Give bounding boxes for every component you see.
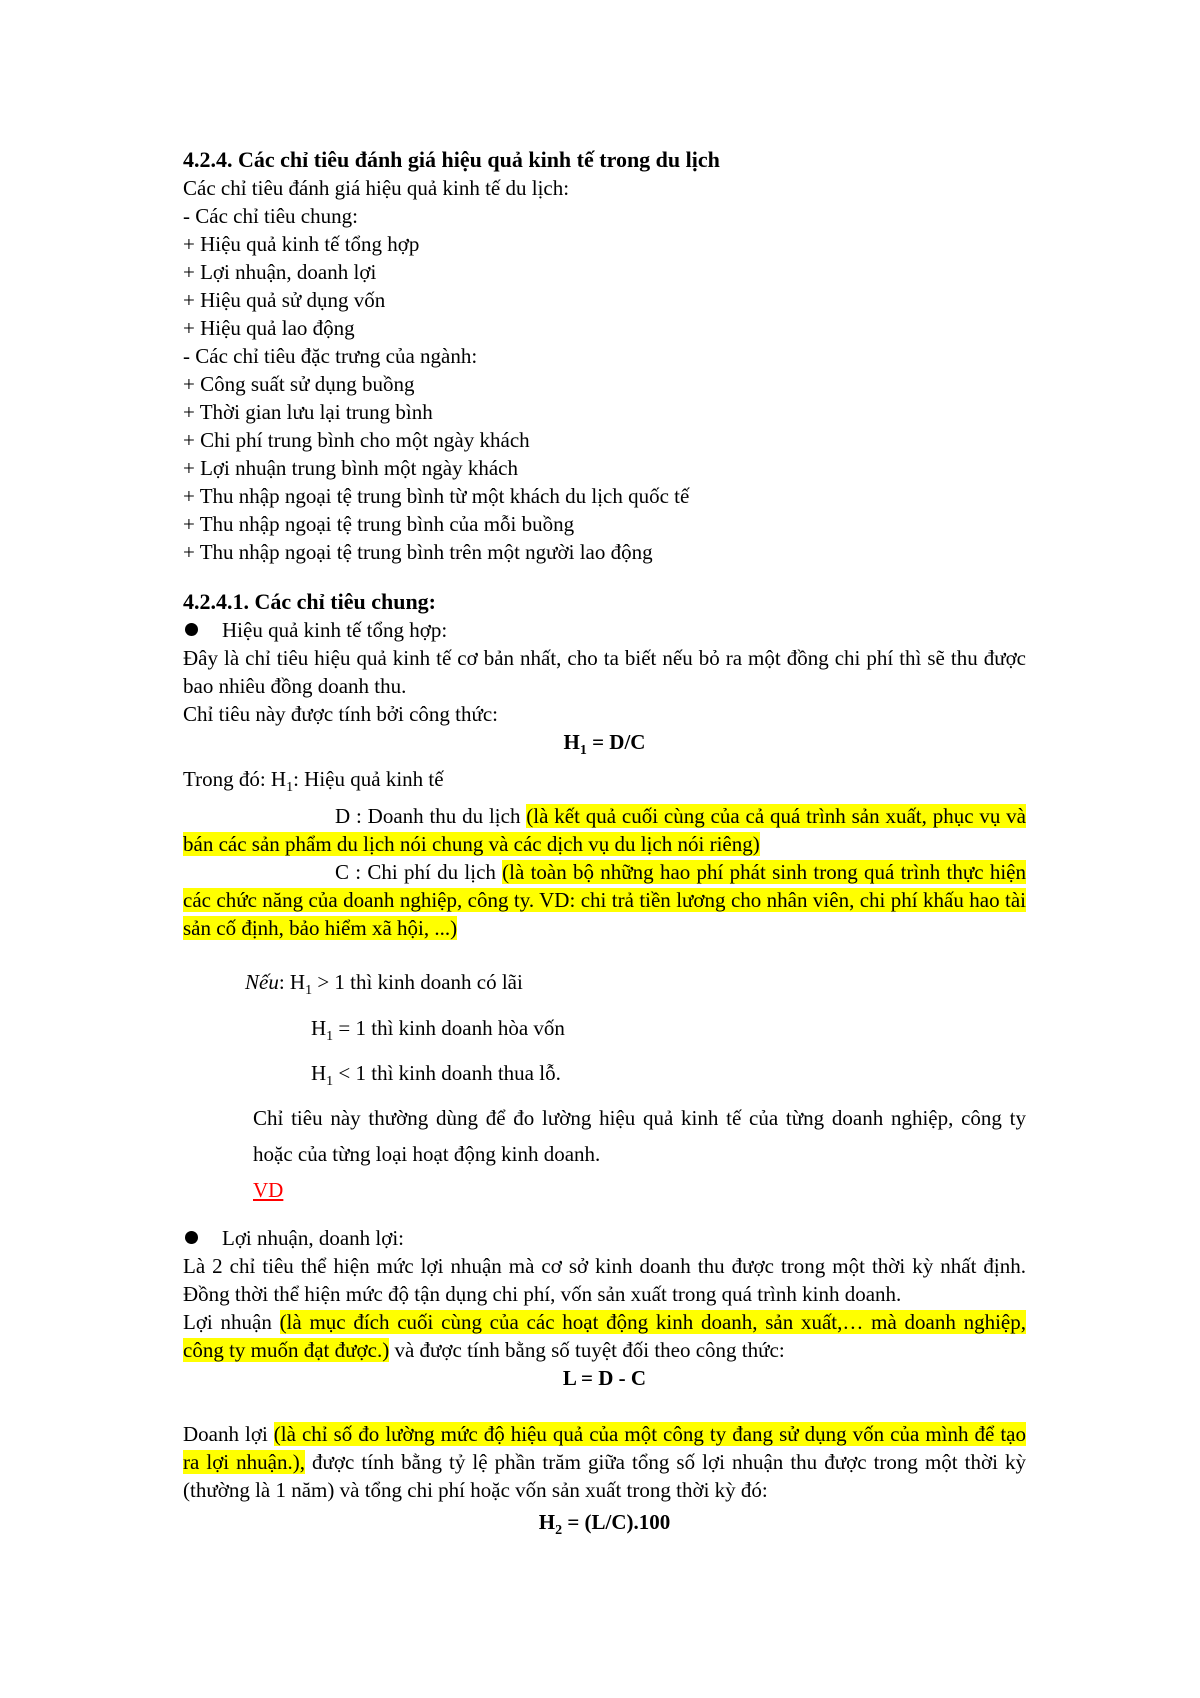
measure-text: Chỉ tiêu này thường dùng để đo lường hiệu quả kinh tế của từng doanh nghiệp, công ty hoặc của từng loại hoạt động kinh doanh. (253, 1105, 1026, 1166)
bullet-title: Lợi nhuận, doanh lợi: (222, 1225, 405, 1250)
general-item: + Hiệu quả sử dụng vốn (183, 288, 386, 312)
formula-profit: L = D - C (562, 1365, 647, 1390)
where-line: Trong đó: $H_1$: Hiệu quả kinh tế (183, 767, 444, 796)
specific-item: + Thời gian lưu lại trung bình (183, 400, 433, 424)
paragraph: Là 2 chỉ tiêu thể hiện mức lợi nhuận mà cơ sở kinh doanh thu được trong một thời kỳ nhất định. Đồng thời thể hiện mức độ tận dụng chi phí, vốn sản xuất trong quá trình kinh doanh. (183, 1253, 1026, 1306)
specific-item: + Công suất sử dụng buồng (183, 372, 415, 396)
condition-1: Nếu: $H_1 > 1$ thì kinh doanh có lãi (245, 970, 523, 999)
specific-title: - Các chỉ tiêu đặc trưng của ngành: (183, 344, 478, 368)
profit-definition: Lợi nhuận (là mục đích cuối cùng của các hoạt động kinh doanh, sản xuất,… mà doanh nghiệp, công ty muốn đạt được.) và được tính bằng số tuyệt đối theo công thức: (183, 1309, 1026, 1362)
spacer (183, 566, 1026, 588)
section-heading: 4.2.4. Các chỉ tiêu đánh giá hiệu quả kinh tế trong du lịch (183, 147, 720, 172)
section-general-efficiency (183, 616, 1026, 942)
bullet-item (183, 1224, 1026, 1252)
sub-heading: 4.2.4.1. Các chỉ tiêu chung: (183, 589, 436, 614)
formula-h2: $H_2 = (L/C).100$ (538, 1509, 671, 1539)
bullet-item (183, 616, 1026, 644)
spacer (183, 942, 1026, 964)
specific-item: + Lợi nhuận trung bình một ngày khách (183, 456, 518, 480)
paragraph: Đây là chỉ tiêu hiệu quả kinh tế cơ bản nhất, cho ta biết nếu bỏ ra một đồng chi phí thì sẽ thu được bao nhiêu đồng doanh thu. (183, 646, 1026, 698)
bullet-icon (185, 623, 198, 636)
condition-2: $H_1 = 1$ thì kinh doanh hòa vốn (311, 1015, 565, 1044)
general-item: + Lợi nhuận, doanh lợi (183, 260, 377, 284)
condition-3: $H_1 < 1$ thì kinh doanh thua lỗ. (311, 1060, 561, 1089)
conditions-block (183, 964, 1026, 1208)
general-item: + Hiệu quả kinh tế tổng hợp (183, 232, 420, 256)
intro-text: Các chỉ tiêu đánh giá hiệu quả kinh tế du lịch: (183, 176, 570, 200)
bullet-title: Hiệu quả kinh tế tổng hợp: (222, 618, 448, 642)
specific-item: + Thu nhập ngoại tệ trung bình trên một người lao động (183, 540, 653, 564)
paragraph: Chỉ tiêu này được tính bởi công thức: (183, 702, 499, 726)
example-link-line (183, 1172, 1026, 1208)
specific-item: + Chi phí trung bình cho một ngày khách (183, 428, 530, 452)
specific-item: + Thu nhập ngoại tệ trung bình của mỗi buồng (183, 512, 575, 536)
section-profit (183, 1224, 1026, 1545)
formula-h1: $H_1 = D/C$ (563, 730, 646, 759)
definition-d: D : Doanh thu du lịch (là kết quả cuối cùng của cả quá trình sản xuất, phục vụ và bán các sản phẩm du lịch nói chung và các dịch vụ du lịch nói riêng) (183, 804, 1026, 857)
general-title: - Các chỉ tiêu chung: (183, 204, 358, 228)
bullet-icon (185, 1231, 198, 1244)
rate-definition: Doanh lợi (là chỉ số đo lường mức độ hiệu quả của một công ty đang sử dụng vốn của mình để tạo ra lợi nhuận.), được tính bằng tỷ lệ phần trăm giữa tổng số lợi nhuận thu được trong một thời kỳ (thường là 1 năm) và tổng chi phí hoặc vốn sản xuất trong thời kỳ đó: (183, 1421, 1026, 1502)
example-link[interactable]: VD (253, 1177, 284, 1202)
document-page (183, 146, 1026, 1545)
spacer (183, 1392, 1026, 1420)
definition-c: C : Chi phí du lịch (là toàn bộ những hao phí phát sinh trong quá trình thực hiện các chức năng của doanh nghiệp, công ty. VD: chi trả tiền lương cho nhân viên, chi phí khấu hao tài sản cố định, bảo hiểm xã hội, ...) (183, 860, 1026, 941)
spacer (183, 1208, 1026, 1224)
specific-item: + Thu nhập ngoại tệ trung bình từ một khách du lịch quốc tế (183, 484, 690, 508)
indicator-overview (183, 174, 1026, 566)
general-item: + Hiệu quả lao động (183, 316, 355, 340)
